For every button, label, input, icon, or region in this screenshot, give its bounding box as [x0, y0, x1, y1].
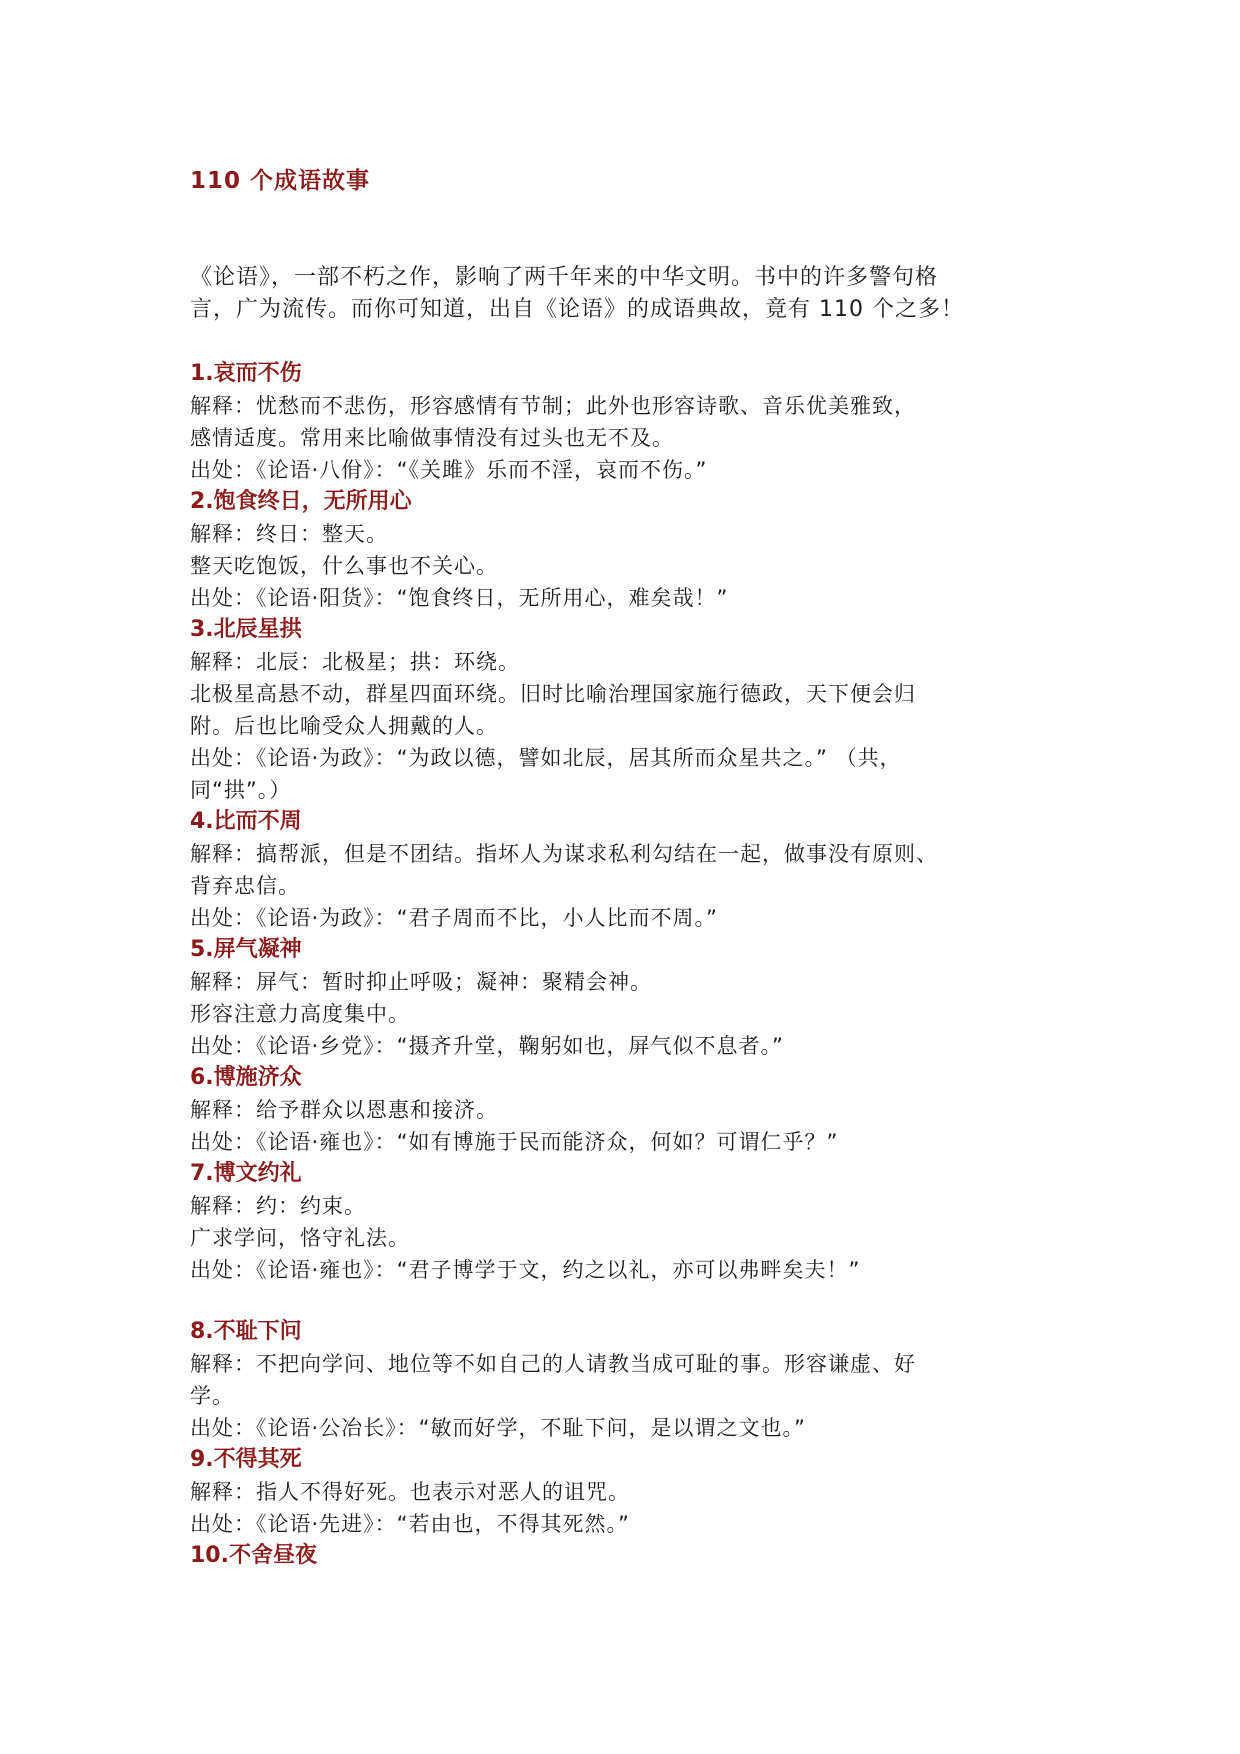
- intro-paragraph: [190, 262, 1070, 326]
- idiom-text-line: 背弃忠信。: [190, 874, 300, 898]
- idiom-text-line: 解释：北辰：北极星；拱：环绕。: [190, 650, 520, 674]
- idiom-text-line: 出处：《论语·先进》：“若由也，不得其死然。”: [190, 1512, 630, 1536]
- idiom-text-line: 解释：搞帮派，但是不团结。指坏人为谋求私利勾结在一起，做事没有原则、: [190, 842, 938, 866]
- idiom-entry: [190, 486, 1070, 614]
- idiom-entry: [190, 1316, 1070, 1444]
- idiom-list: [190, 358, 1070, 1572]
- idiom-text-line: 出处：《论语·为政》：“君子周而不比，小人比而不周。”: [190, 906, 718, 930]
- idiom-entry: [190, 358, 1070, 486]
- idiom-text-line: 感情适度。常用来比喻做事情没有过头也无不及。: [190, 426, 674, 450]
- idiom-entry: [190, 1444, 1070, 1540]
- idiom-text-line: 出处：《论语·雍也》：“如有博施于民而能济众，何如？可谓仁乎？”: [190, 1130, 839, 1154]
- idiom-title: 8.不耻下问: [190, 1319, 302, 1344]
- idiom-text-line: 解释：忧愁而不悲伤，形容感情有节制；此外也形容诗歌、音乐优美雅致，: [190, 394, 916, 418]
- idiom-entry: [190, 934, 1070, 1062]
- idiom-text-line: 出处：《论语·阳货》：“饱食终日，无所用心，难矣哉！”: [190, 586, 729, 610]
- idiom-text-line: 解释：屏气：暂时抑止呼吸；凝神：聚精会神。: [190, 970, 652, 994]
- idiom-title: 4.比而不周: [190, 809, 302, 834]
- document-title: 110 个成语故事: [190, 168, 371, 194]
- idiom-title: 1.哀而不伤: [190, 361, 302, 386]
- idiom-title: 9.不得其死: [190, 1447, 302, 1472]
- idiom-title: 7.博文约礼: [190, 1161, 302, 1186]
- idiom-text-line: 学。: [190, 1384, 234, 1408]
- idiom-title: 2.饱食终日，无所用心: [190, 489, 412, 514]
- idiom-entry: [190, 1540, 1070, 1572]
- idiom-title: 3.北辰星拱: [190, 617, 302, 642]
- idiom-text-line: 附。后也比喻受众人拥戴的人。: [190, 714, 498, 738]
- idiom-text-line: 出处：《论语·公冶长》：“敏而好学，不耻下问，是以谓之文也。”: [190, 1416, 806, 1440]
- idiom-text-line: 出处：《论语·雍也》：“君子博学于文，约之以礼，亦可以弗畔矣夫！”: [190, 1258, 861, 1282]
- idiom-title: 6.博施济众: [190, 1065, 302, 1090]
- idiom-text-line: 解释：约：约束。: [190, 1194, 366, 1218]
- intro-line: 言，广为流传。而你可知道，出自《论语》的成语典故，竟有 110 个之多！: [190, 297, 964, 322]
- intro-line: 《论语》，一部不朽之作，影响了两千年来的中华文明。书中的许多警句格: [190, 265, 939, 290]
- idiom-text-line: 整天吃饱饭，什么事也不关心。: [190, 554, 498, 578]
- idiom-title: 5.屏气凝神: [190, 937, 302, 962]
- idiom-text-line: 解释：不把向学问、地位等不如自己的人请教当成可耻的事。形容谦虚、好: [190, 1352, 916, 1376]
- idiom-entry: [190, 614, 1070, 806]
- idiom-text-line: 出处：《论语·为政》：“为政以德，譬如北辰，居其所而众星共之。” （共，: [190, 746, 902, 770]
- idiom-text-line: 解释：终日：整天。: [190, 522, 388, 546]
- idiom-entry: [190, 1158, 1070, 1316]
- idiom-text-line: 出处：《论语·八佾》：“《关雎》乐而不淫，哀而不伤。”: [190, 458, 708, 482]
- idiom-entry: [190, 806, 1070, 934]
- idiom-text-line: 解释：指人不得好死。也表示对恶人的诅咒。: [190, 1480, 630, 1504]
- section-gap: [190, 1286, 1070, 1316]
- idiom-title: 10.不舍昼夜: [190, 1543, 317, 1568]
- idiom-text-line: 形容注意力高度集中。: [190, 1002, 410, 1026]
- idiom-text-line: 出处：《论语·乡党》：“摄齐升堂，鞠躬如也，屏气似不息者。”: [190, 1034, 784, 1058]
- idiom-text-line: 同“拱”。）: [190, 778, 292, 802]
- idiom-text-line: 解释：给予群众以恩惠和接济。: [190, 1098, 498, 1122]
- idiom-text-line: 广求学问，恪守礼法。: [190, 1226, 410, 1250]
- idiom-text-line: 北极星高悬不动，群星四面环绕。旧时比喻治理国家施行德政，天下便会归: [190, 682, 916, 706]
- idiom-entry: [190, 1062, 1070, 1158]
